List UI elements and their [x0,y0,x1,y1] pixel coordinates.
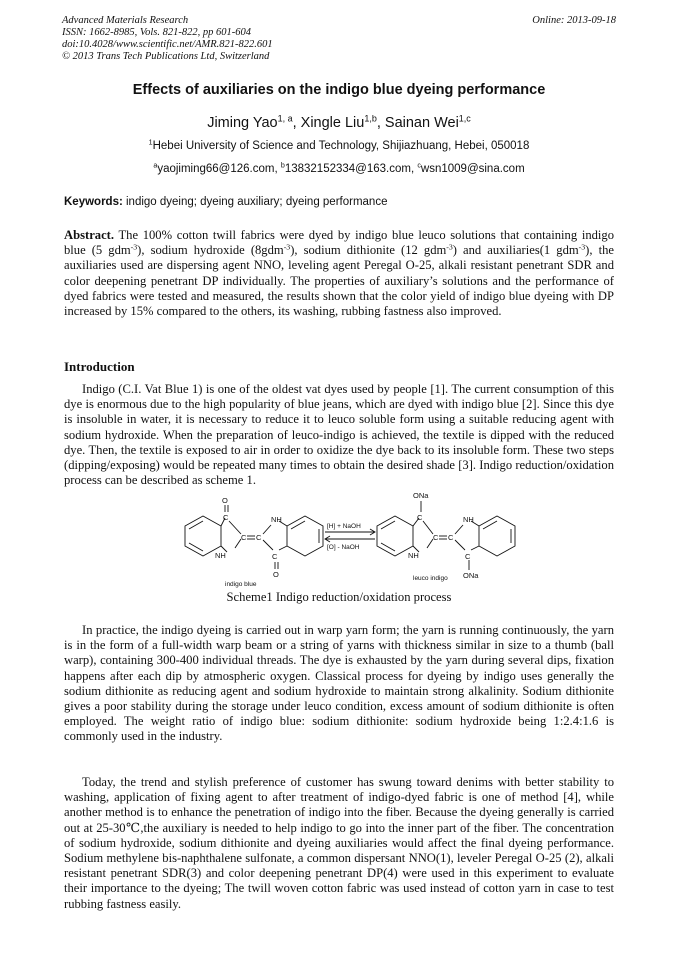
atom-c: C [433,533,439,542]
section-heading-introduction: Introduction [64,359,135,374]
atom-ona: ONa [413,491,429,500]
email-mark: c [417,161,421,170]
forward-reagent: [H] + NaOH [327,523,361,530]
affil-mark: 1 [148,138,153,147]
email-mark: b [280,161,285,170]
reverse-reagent: [O] - NaOH [327,544,360,551]
journal-name: Advanced Materials Research [62,15,189,26]
indigo-blue-structure [185,505,323,569]
body-paragraph: In practice, the indigo dyeing is carried out in warp yarn form; the yarn is running continuously, the yarn is in the form of a full-width warp beam or a string of yarns with thickness similar in size to a thumb (ball warp), containing 300-400 individual threads. The dye is exhausted by the yarn during several dips, fixation happens after each dip by atmospheric oxygen. Classical process for dyeing by indigo uses generally the sodium dithionite as reducing agent and sodium hydroxide to maintain strong alkalinity. Sodium dithionite gives a poor stability during the storage under leuco condition, excess amount of sodium dithionite is often employed. The weight ratio of indigo blue: sodium dithionite: sodium hydroxide being 1:2.4:1.6 is commonly used in the industry. [64,623,614,744]
author-name: Jiming Yao [207,115,278,131]
unit-exponent: -3 [130,242,138,252]
abstract-text: ), the auxiliaries used are dispersing agent NNO, leveling agent Peregal O-25, alkali resistant penetrant SDR and color deepening penetrant DP individually. The properties of auxiliary’s solutions and the performance of dyed fabrics were tested and measured, the results shown that the color yield of indigo blue dyeing with DP increased by 15% compared to the others, its washing, rubbing fastness also improved. [64,243,614,319]
paper-title: Effects of auxiliaries on the indigo blue dyeing performance [132,82,546,98]
atom-c: C [256,533,262,542]
atom-nh: NH [408,551,419,560]
label-leuco-indigo: leuco indigo [413,575,448,582]
atom-nh: NH [215,551,226,560]
issn-line: ISSN: 1662-8985, Vols. 821-822, pp 601-604 [62,27,251,38]
abstract-label: Abstract. [64,228,115,242]
abstract-text: ) and auxiliaries(1 gdm [452,243,579,258]
email-address: 13832152334@163.com [284,163,411,175]
keywords-text: indigo dyeing; dyeing auxiliary; dyeing performance [126,196,388,208]
doi-line: doi:10.4028/www.scientific.net/AMR.821-822.601 [62,39,273,50]
atom-c: C [272,552,278,561]
email-address: yaojiming66@126.com [157,163,275,175]
abstract-text: The 100% cotton twill fabrics were dyed by indigo blue leuco solutions that containing indigo blue (5 gdm [64,228,615,258]
copyright-line: © 2013 Trans Tech Publications Ltd, Switzerland [62,51,270,62]
reaction-arrows [325,529,375,542]
email-list: $^a$yaojiming66@126.com, $^b$13832152334@163.com, $^c$wsn1009@sina.com [153,161,525,175]
online-date: Online: 2013-09-18 [532,15,616,26]
author-list: Jiming Yao$^{1, a}$, Xingle Liu$^{1,b}$, Sainan Wei$^{1,c}$ [207,113,471,131]
author-affil-mark: 1,b [364,113,377,124]
unit-exponent: -3 [283,242,291,252]
atom-c: C [465,552,471,561]
abstract-text: ), sodium dithionite (12 gdm [290,243,447,258]
leuco-indigo-structure [377,501,515,570]
atom-o: O [273,570,279,579]
body-paragraph: Today, the trend and stylish preference of customer has swung toward denims with better stability to washing, application of fixing agent to after treatment of indigo-dyed fabric is one of method [4], while another method is to enhance the penetration of indigo into the fiber. Because the dyeing generally is carried out at 25-30℃,the auxiliary is needed to help indigo to go into the inner part of the fiber. The concentration of sodium hydroxide, sodium dithionite and dyeing auxiliaries would affect the final dyeing performance. Sodium methylene bis-naphthalene sulfonate, a common dispersant NNO(1), leveler Peregal O-25 (2), alkali resistant penetrant SDR(3) and color deepening penetrant DP(4) were used in this experiment to evaluate their importance to the dyeing; The twill woven cotton fabric was used instead of cotton yarn in case to test rubbing fastness easily. [64,775,614,911]
indigo-scheme-diagram [175,488,535,588]
atom-c: C [448,533,454,542]
email-address: wsn1009@sina.com [420,163,525,175]
scheme-atom-labels [215,491,479,580]
abstract [64,228,614,319]
affiliation [0,140,678,152]
author-affil-mark: 1,c [458,113,471,124]
atom-o: O [222,496,228,505]
keywords [64,196,387,208]
atom-c: C [241,533,247,542]
email-mark: a [153,161,158,170]
body-paragraph: Indigo (C.I. Vat Blue 1) is one of the oldest vat dyes used by people [1]. The current consumption of this dye is enormous due to the high popularity of blue jeans, which are dyed with indigo blue [2]. Since this dye is insoluble in water, it is necessary to reduce it to leuco soluble form using a suitable reducing agent with sodium hydroxide. When the preparation of leuco-indigo is achieved, the textile is dipped with the reduced dye. Then, the textile is exposed to air in order to oxidize the dye back to its insoluble form. These two steps (dipping/exposing) would be repeated many times to obtain the desired shade [3]. Indigo reduction/oxidation process can be described as scheme 1. [64,382,614,488]
atom-nh: NH [463,515,474,524]
keywords-label: Keywords: [64,196,123,208]
scheme-caption: Scheme1 Indigo reduction/oxidation process [226,590,452,604]
atom-c: C [223,513,229,522]
running-header [62,15,616,63]
atom-c: C [417,513,423,522]
abstract-text: ), sodium hydroxide (8gdm [137,243,284,258]
author-name: Sainan Wei [384,115,459,131]
author-name: Xingle Liu [300,115,365,131]
atom-ona: ONa [463,571,479,580]
unit-exponent: -3 [446,242,453,252]
atom-nh: NH [271,515,282,524]
label-indigo-blue: indigo blue [225,581,257,588]
author-affil-mark: 1, a [277,113,293,124]
affil-text: Hebei University of Science and Technology, Shijiazhuang, Hebei, 050018 [152,140,530,152]
unit-exponent: -3 [578,242,586,252]
